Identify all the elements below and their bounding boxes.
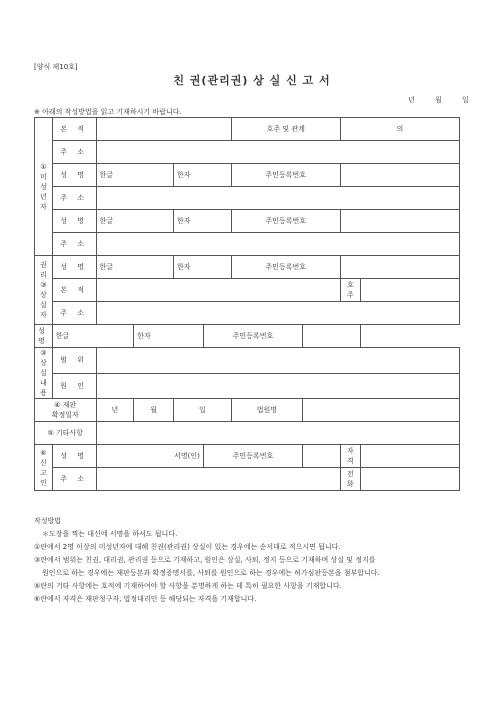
address-label: 주 소 [52, 233, 96, 256]
guide-line: ⑤란의 기타 사항에는 호적에 기재하여야 할 사항을 분명하게 하는 데 특히 필요한 사항을 기재합니다. [34, 582, 342, 590]
phone-field[interactable] [360, 468, 459, 491]
hanja-field[interactable] [174, 210, 232, 233]
section-judgment-date-label: ④ 재판 확정일자 [35, 399, 97, 422]
resident-number-field[interactable] [340, 256, 459, 279]
address-label: 주 소 [52, 141, 96, 164]
address-label: 주 소 [52, 187, 96, 210]
bonjeok-field[interactable] [96, 279, 340, 302]
hanja-label: 한자 [177, 263, 191, 271]
guide-line: ⑥란에서 자격은 재판청구자, 법정대리인 등 해당되는 자격을 기재합니다. [34, 595, 257, 603]
report-form-table [34, 117, 460, 491]
scope-field[interactable] [96, 348, 459, 374]
hangeul-field[interactable] [96, 210, 174, 233]
page-title: 친 권(관리권) 상 실 신 고 서 [173, 74, 331, 87]
signature-field[interactable] [96, 445, 203, 468]
section-loss-content-label: ③ 상실 내용 [35, 348, 53, 399]
hangeul-label: 한글 [99, 217, 114, 225]
cause-field[interactable] [96, 373, 459, 399]
name-label: 성 명 [52, 210, 96, 233]
hanja-label: 한자 [177, 217, 191, 225]
bonjeok-label: 본 적 [52, 118, 96, 141]
phone-label: 전화 [340, 468, 360, 491]
address-field[interactable] [96, 187, 459, 210]
guide-line: ＊도장을 찍는 대신에 서명을 하셔도 됩니다. [42, 530, 178, 538]
resident-number-label: 주민등록번호 [203, 445, 302, 468]
year-label: 년 [111, 406, 119, 414]
day-label: 일 [198, 406, 206, 414]
section-rights-lost-label: 권리 ③상실 자 [35, 256, 53, 325]
date-field[interactable]: 년 월 일 [408, 96, 469, 104]
section-other-label: ⑤ 기타사항 [35, 422, 97, 445]
address-field[interactable] [96, 468, 340, 491]
hangeul-label: 한글 [99, 263, 114, 271]
hanja-field[interactable] [134, 325, 204, 348]
month-label: 월 [150, 406, 158, 414]
hoju-relation-field[interactable] [340, 118, 459, 141]
resident-number-label: 주민등록번호 [203, 325, 302, 348]
ui-label: 의 [396, 125, 404, 133]
guide-line: ③란에서 범위는 친권, 대리권, 관리권 등으로 기재하고, 원인은 상실, 사퇴, 정지 등으로 기재하며 상실 및 정지를 [34, 556, 376, 564]
section-minor-label: ① 미 성 년 자 [35, 118, 53, 256]
resident-number-field[interactable] [303, 325, 361, 348]
hangeul-label: 한글 [99, 171, 114, 179]
instruction-note: ※ 아래의 작성방법을 읽고 기재하시기 바랍니다. [34, 108, 182, 116]
qualification-label: 자격 [340, 445, 360, 468]
guide-line: ①란에서 2명 이상의 미성년자에 대해 친권(관리권) 상실이 있는 경우에는 순서대로 적으시면 됩니다. [34, 543, 341, 551]
guide-line: 원인으로 하는 경우에는 재판등본과 확정증명서를, 사퇴를 원인으로 하는 경우에는 허가심판등본을 첨부합니다. [42, 569, 380, 577]
resident-number-label: 주민등록번호 [231, 210, 340, 233]
cause-label: 원 인 [52, 373, 96, 399]
scope-label: 범 위 [52, 348, 96, 374]
hanja-field[interactable] [174, 256, 232, 279]
year-field[interactable] [96, 399, 134, 422]
resident-number-label: 주민등록번호 [231, 256, 340, 279]
resident-number-field[interactable] [340, 164, 459, 187]
name-label: 성 명 [52, 256, 96, 279]
bonjeok-label: 본 적 [52, 279, 96, 302]
day-field[interactable] [174, 399, 232, 422]
resident-number-field[interactable] [303, 445, 341, 468]
hanja-label: 한자 [137, 332, 151, 340]
name-label: 성 명 [52, 445, 96, 468]
section-reporter-label: ⑥ 신 고 인 [35, 445, 53, 491]
signature-label: 서명(인) [174, 452, 200, 460]
hangeul-field[interactable] [96, 164, 174, 187]
month-field[interactable] [134, 399, 174, 422]
other-field[interactable] [96, 422, 459, 445]
hoju-field[interactable] [360, 279, 459, 302]
hangeul-label: 한글 [55, 332, 70, 340]
name-label: 성 명 [52, 164, 96, 187]
form-number-label: [양식 제10호] [34, 63, 78, 71]
hanja-field[interactable] [174, 164, 232, 187]
address-label: 주 소 [52, 302, 96, 325]
name-label: 성 명 [35, 325, 53, 348]
hoju-relation-label: 호주 및 관계 [231, 118, 340, 141]
court-field[interactable] [303, 399, 460, 422]
address-field[interactable] [96, 141, 459, 164]
guide-heading: 작성방법 [34, 517, 62, 525]
address-label: 주 소 [52, 468, 96, 491]
hanja-label: 한자 [177, 171, 191, 179]
bonjeok-field[interactable] [96, 118, 231, 141]
writing-guide [34, 515, 380, 606]
address-field[interactable] [96, 302, 459, 325]
hoju-label: 호 주 [340, 279, 360, 302]
court-label: 법원명 [231, 399, 302, 422]
qualification-field[interactable] [360, 445, 459, 468]
address-field[interactable] [96, 233, 459, 256]
resident-number-field[interactable] [340, 210, 459, 233]
hangeul-field[interactable] [52, 325, 134, 348]
hangeul-field[interactable] [96, 256, 174, 279]
resident-number-label: 주민등록번호 [231, 164, 340, 187]
